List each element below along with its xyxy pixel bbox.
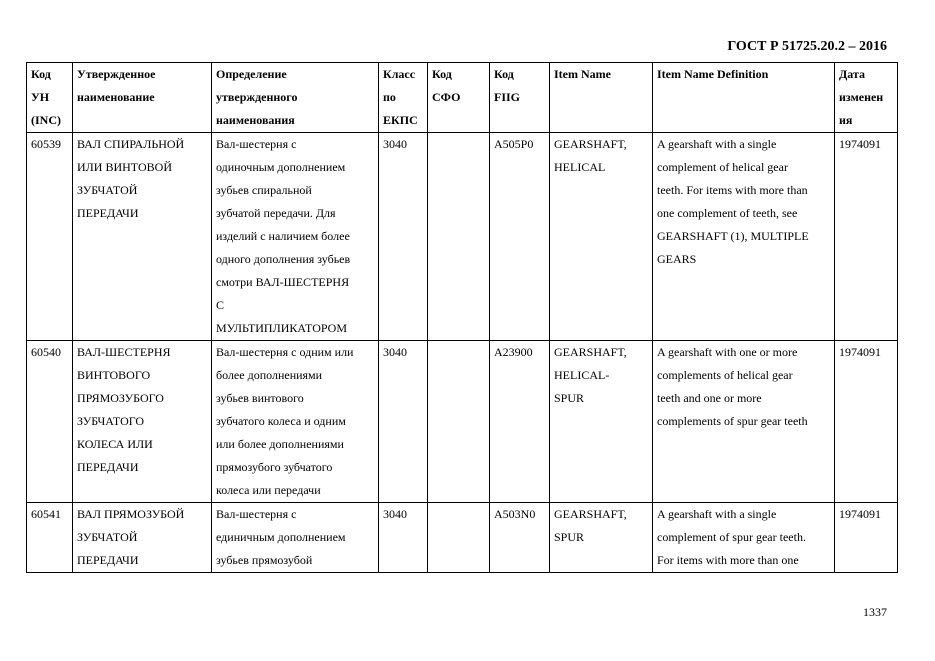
col-approved-name-cell — [73, 503, 212, 573]
header-line: FIIG — [494, 90, 521, 104]
cell-line: ИЛИ ВИНТОВОЙ — [77, 160, 172, 174]
col-definition-header — [212, 63, 379, 133]
header-line: Код — [432, 67, 452, 81]
col-ekps-class-cell: 3040 — [379, 133, 428, 341]
cell-line: более дополнениями — [216, 368, 323, 382]
cell-line: С — [216, 298, 225, 312]
header-line: СФО — [432, 90, 461, 104]
cell-line: one complement of teeth, see — [657, 206, 798, 220]
header-line: (INC) — [31, 113, 61, 127]
table-row — [27, 133, 898, 341]
cell-line: Вал-шестерня с — [216, 507, 297, 521]
col-inc-cell: 60539 — [27, 133, 73, 341]
cell-line: ПЕРЕДАЧИ — [77, 553, 139, 567]
cell-line: изделий с наличием более — [216, 229, 350, 243]
col-approved-name-cell — [73, 133, 212, 341]
col-inc-cell: 60541 — [27, 503, 73, 573]
cell-line: A gearshaft with one or more — [657, 345, 798, 359]
cell-line: GEARSHAFT, — [554, 137, 627, 151]
table-header-row — [27, 63, 898, 133]
col-ekps-class-header — [379, 63, 428, 133]
cell-line: зубчатого колеса и одним — [216, 414, 346, 428]
col-ekps-class-cell: 3040 — [379, 503, 428, 573]
col-inc-cell: 60540 — [27, 341, 73, 503]
cell-line: HELICAL — [554, 160, 606, 174]
header-line: Класс — [383, 67, 416, 81]
cell-line: GEARSHAFT, — [554, 345, 627, 359]
cell-line: teeth. For items with more than — [657, 183, 808, 197]
cell-line: complements of spur gear teeth — [657, 414, 808, 428]
cell-line: Вал-шестерня с одним или — [216, 345, 354, 359]
col-ekps-class-cell: 3040 — [379, 341, 428, 503]
cell-line: complements of helical gear — [657, 368, 793, 382]
header-line: утвержденного — [216, 90, 298, 104]
header-line: наименование — [77, 90, 155, 104]
col-item-name-definition-cell — [653, 341, 835, 503]
header-line: Код — [31, 67, 51, 81]
header-line: Код — [494, 67, 514, 81]
col-change-date-cell: 1974091 — [835, 133, 898, 341]
cell-line: GEARS — [657, 252, 697, 266]
cell-line: ВАЛ СПИРАЛЬНОЙ — [77, 137, 185, 151]
cell-line: прямозубого зубчатого — [216, 460, 333, 474]
cell-line: одиночным дополнением — [216, 160, 346, 174]
col-item-name-cell — [550, 503, 653, 573]
col-fiig-code-cell: A503N0 — [490, 503, 550, 573]
col-change-date-cell: 1974091 — [835, 503, 898, 573]
cell-line: ВАЛ-ШЕСТЕРНЯ — [77, 345, 171, 359]
col-approved-name-cell — [73, 341, 212, 503]
cell-line: SPUR — [554, 530, 585, 544]
col-item-name-definition-cell — [653, 133, 835, 341]
header-line: Дата — [839, 67, 865, 81]
header-line: УН — [31, 90, 50, 104]
col-approved-name-header — [73, 63, 212, 133]
col-definition-cell — [212, 503, 379, 573]
cell-line: смотри ВАЛ-ШЕСТЕРНЯ — [216, 275, 350, 289]
header-line: Определение — [216, 67, 287, 81]
cell-line: complement of helical gear — [657, 160, 788, 174]
col-sfo-code-cell — [428, 341, 490, 503]
col-item-name-cell — [550, 133, 653, 341]
col-item-name-definition-header — [653, 63, 835, 133]
col-definition-cell — [212, 133, 379, 341]
cell-line: одного дополнения зубьев — [216, 252, 351, 266]
document-code: ГОСТ Р 51725.20.2 – 2016 — [727, 39, 887, 54]
col-item-name-definition-cell — [653, 503, 835, 573]
cell-line: A gearshaft with a single — [657, 137, 777, 151]
col-item-name-cell — [550, 341, 653, 503]
cell-line: GEARSHAFT (1), MULTIPLE — [657, 229, 809, 243]
cell-line: или более дополнениями — [216, 437, 344, 451]
col-fiig-code-cell: A505P0 — [490, 133, 550, 341]
cell-line: зубьев прямозубой — [216, 553, 313, 567]
header-line: Item Name Definition — [657, 67, 769, 81]
header-line: ЕКПС — [383, 113, 418, 127]
cell-line: зубчатой передачи. Для — [216, 206, 336, 220]
cell-line: teeth and one or more — [657, 391, 762, 405]
item-name-table — [26, 62, 898, 573]
page-number: 1337 — [863, 605, 887, 619]
header-line: Item Name — [554, 67, 611, 81]
header-line: по — [383, 90, 396, 104]
header-line: Утвержденное — [77, 67, 156, 81]
cell-line: ВАЛ ПРЯМОЗУБОЙ — [77, 507, 185, 521]
cell-line: Вал-шестерня с — [216, 137, 297, 151]
col-inc-header — [27, 63, 73, 133]
cell-line: ПЕРЕДАЧИ — [77, 460, 139, 474]
cell-line: ПРЯМОЗУБОГО — [77, 391, 164, 405]
cell-line: GEARSHAFT, — [554, 507, 627, 521]
col-change-date-header — [835, 63, 898, 133]
cell-line: ЗУБЧАТОЙ — [77, 183, 138, 197]
cell-line: зубьев спиральной — [216, 183, 312, 197]
col-sfo-code-cell — [428, 503, 490, 573]
cell-line: complement of spur gear teeth. — [657, 530, 806, 544]
cell-line: ЗУБЧАТОГО — [77, 414, 145, 428]
cell-line: зубьев винтового — [216, 391, 304, 405]
table-row — [27, 503, 898, 573]
cell-line: For items with more than one — [657, 553, 799, 567]
cell-line: SPUR — [554, 391, 585, 405]
cell-line: ВИНТОВОГО — [77, 368, 151, 382]
header-line: изменен — [839, 90, 884, 104]
table-row — [27, 341, 898, 503]
col-fiig-code-header — [490, 63, 550, 133]
col-item-name-header — [550, 63, 653, 133]
cell-line: A gearshaft with a single — [657, 507, 777, 521]
cell-line: МУЛЬТИПЛИКАТОРОМ — [216, 321, 348, 335]
col-sfo-code-cell — [428, 133, 490, 341]
col-sfo-code-header — [428, 63, 490, 133]
col-definition-cell — [212, 341, 379, 503]
cell-line: КОЛЕСА ИЛИ — [77, 437, 153, 451]
header-line: ия — [839, 113, 853, 127]
cell-line: колеса или передачи — [216, 483, 321, 497]
col-change-date-cell: 1974091 — [835, 341, 898, 503]
col-fiig-code-cell: A23900 — [490, 341, 550, 503]
cell-line: единичным дополнением — [216, 530, 346, 544]
cell-line: ЗУБЧАТОЙ — [77, 530, 138, 544]
header-line: наименования — [216, 113, 295, 127]
cell-line: HELICAL- — [554, 368, 610, 382]
cell-line: ПЕРЕДАЧИ — [77, 206, 139, 220]
